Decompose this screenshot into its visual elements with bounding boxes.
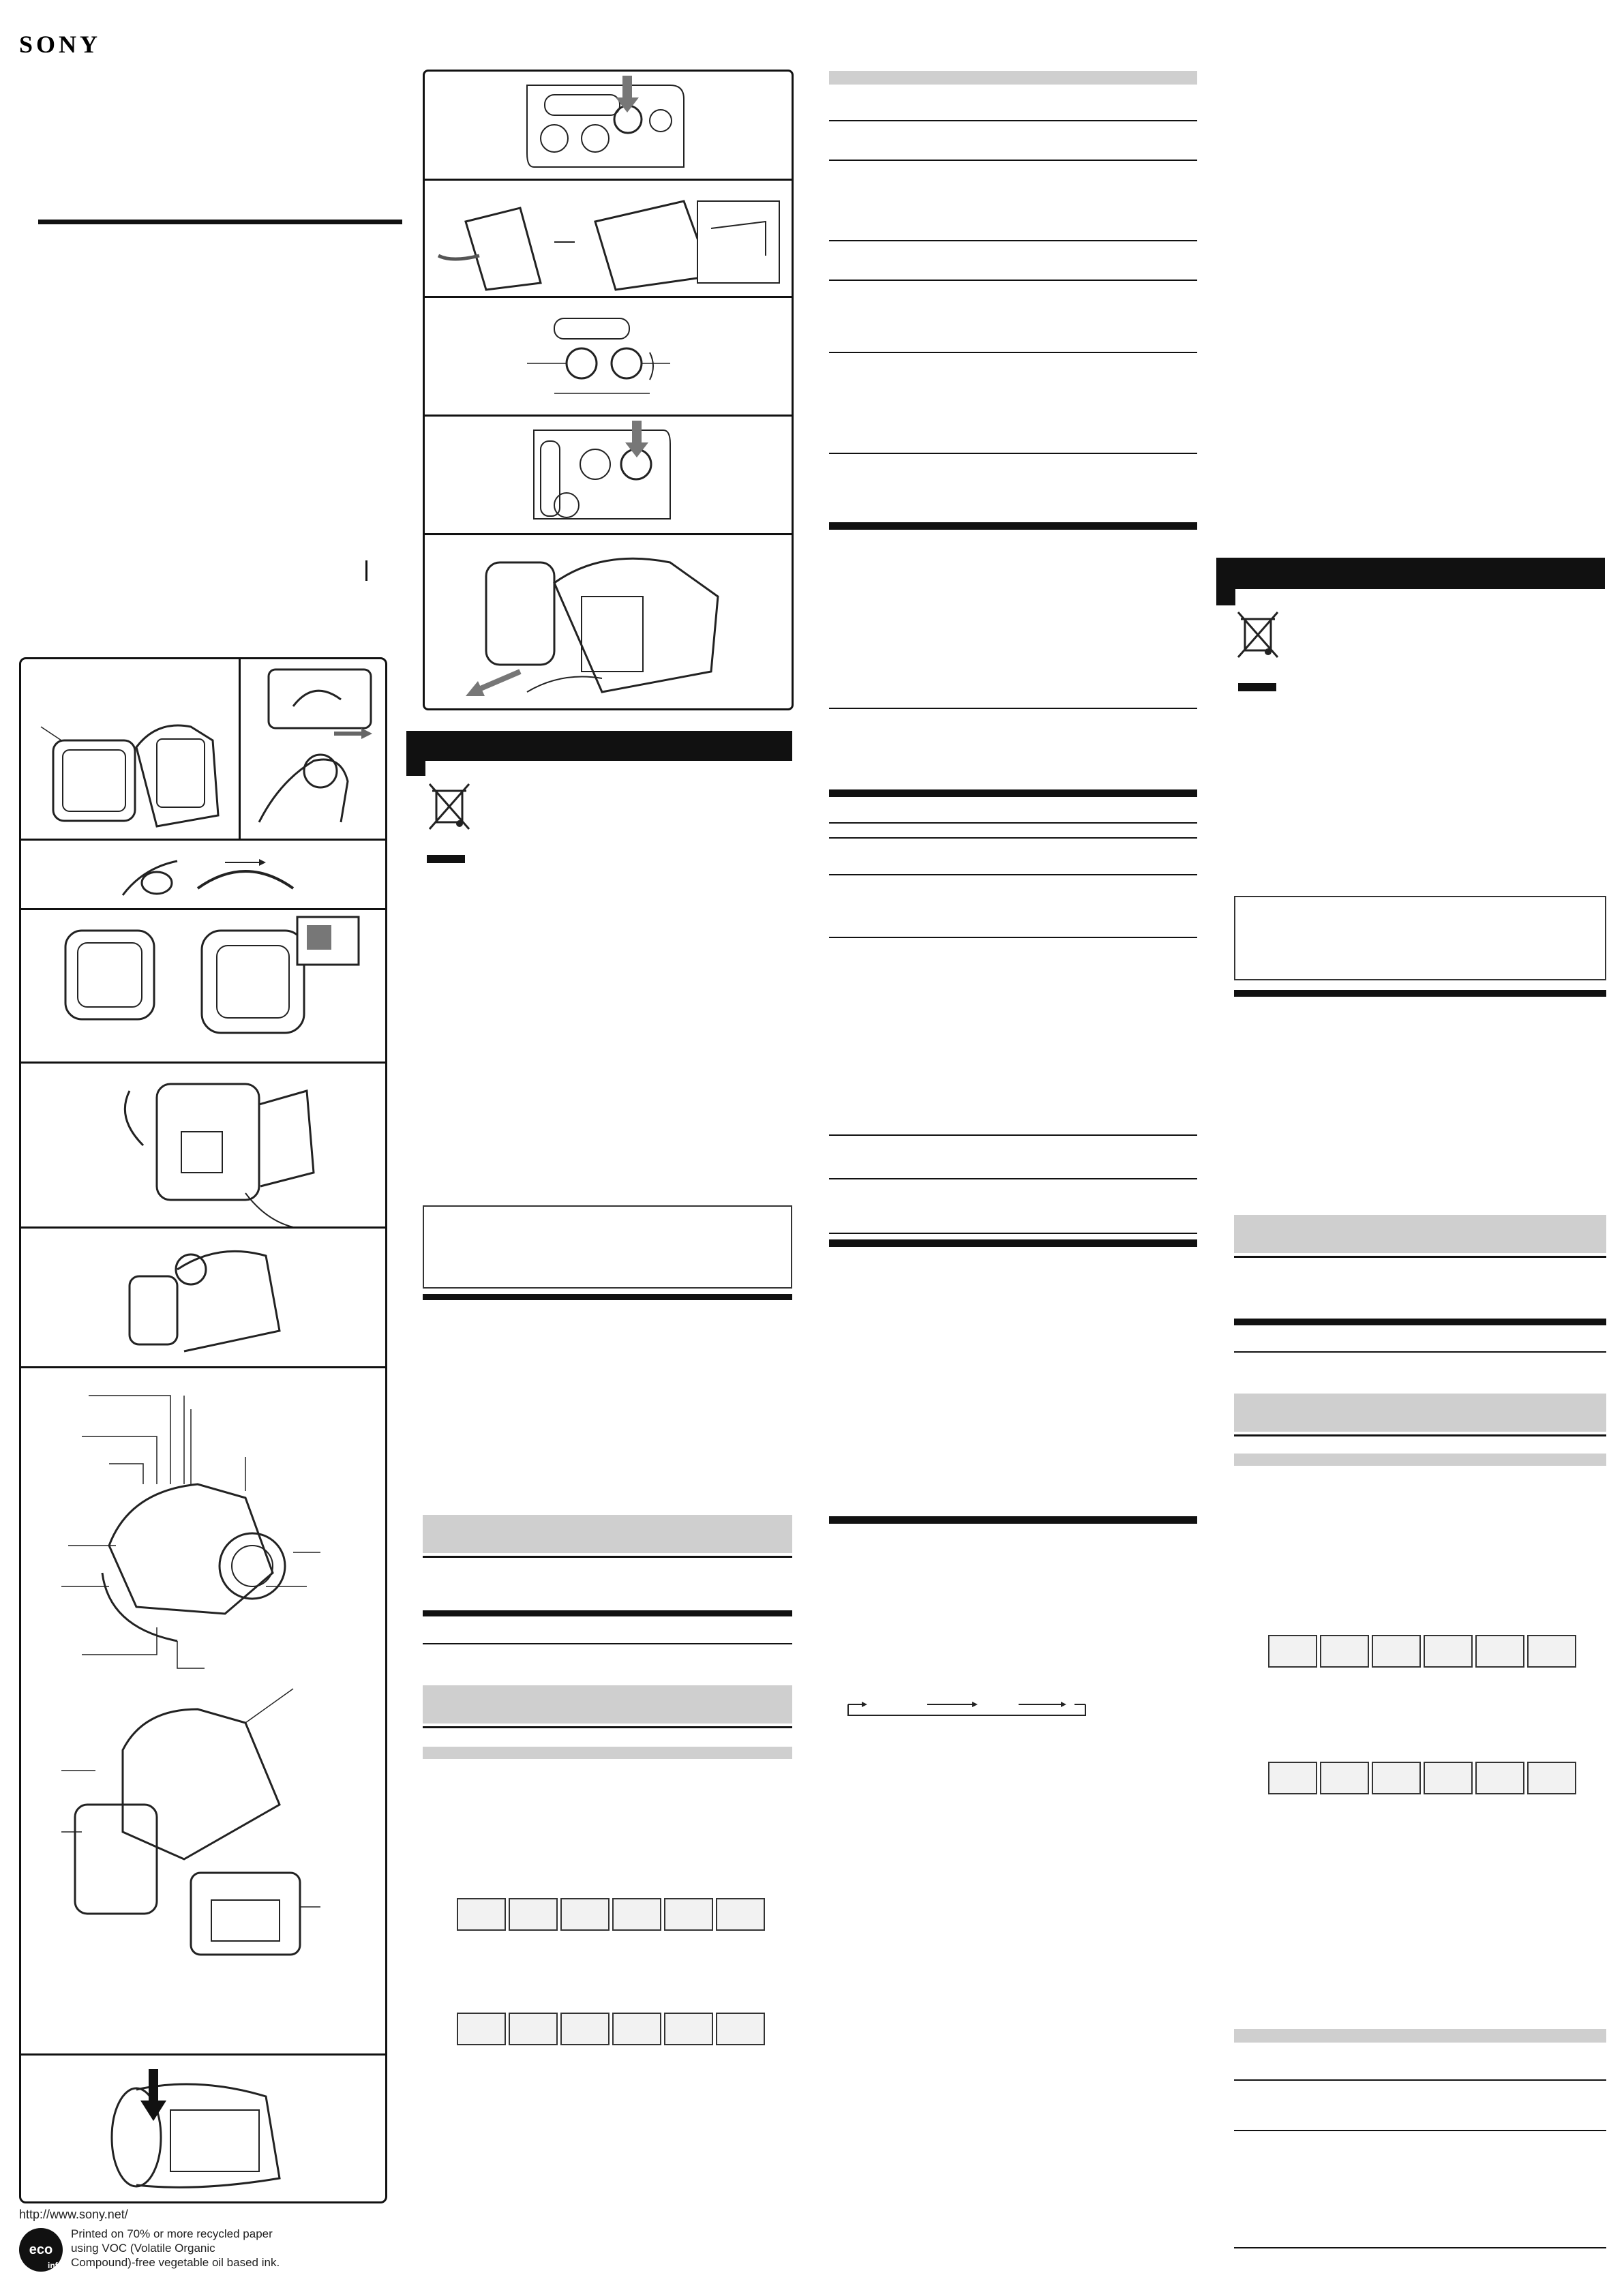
swatch-row-2-item (664, 2013, 713, 2045)
right-section-bar-1 (1216, 558, 1605, 589)
swatch-row-4-item (1320, 1762, 1369, 1794)
swatch-row-3-item (1527, 1635, 1576, 1668)
swatch-row-4-item (1475, 1762, 1524, 1794)
eco-line-1: Printed on 70% or more recycled paper (71, 2227, 273, 2240)
illustration-power-button (425, 417, 792, 534)
swatch-row-1-item (664, 1898, 713, 1931)
swatch-row-3-item (1372, 1635, 1421, 1668)
swatch-row-4-item (1372, 1762, 1421, 1794)
eco-line-2: using VOC (Volatile Organic (71, 2242, 215, 2255)
swatch-row-2-item (716, 2013, 765, 2045)
swatch-row-2-item (457, 2013, 506, 2045)
swatch-row-2-item (612, 2013, 661, 2045)
illustration-mode-button (425, 72, 792, 179)
illustration-camera-mounting (20, 1064, 386, 1227)
illustration-lens-port-insertion (20, 2056, 386, 2202)
notice-box-middle (423, 1205, 792, 1289)
eco-badge-text: eco (29, 2242, 53, 2257)
swatch-row-4-item (1268, 1762, 1317, 1794)
margin-mark (365, 560, 367, 581)
illustration-camera-removal (425, 535, 792, 708)
illustration-housing-open (20, 659, 386, 840)
swatch-row-4-item (1424, 1762, 1473, 1794)
swatch-row-4-item (1527, 1762, 1576, 1794)
eco-print-notice (71, 2227, 280, 2270)
swatch-row-3-item (1320, 1635, 1369, 1668)
swatch-row-2-item (509, 2013, 558, 2045)
swatch-row-1-item (560, 1898, 610, 1931)
illustration-o-ring-seating (20, 910, 386, 1063)
swatch-row-1-item (457, 1898, 506, 1931)
swatch-row-2-item (560, 2013, 610, 2045)
illustration-zoom-buttons (425, 298, 792, 415)
mode-sequence-diagram (845, 1695, 1091, 1722)
swatch-row-1-item (509, 1898, 558, 1931)
middle-section-bar-1 (406, 731, 792, 761)
weee-bar-icon (427, 855, 465, 863)
eco-line-3: Compound)-free vegetable oil based ink. (71, 2256, 280, 2269)
weee-bin-icon-right (1234, 609, 1282, 663)
swatch-row-1-item (612, 1898, 661, 1931)
swatch-row-3-item (1424, 1635, 1473, 1668)
illustration-o-ring-cleaning (20, 841, 386, 909)
weee-bar-icon-right (1238, 683, 1276, 691)
illustration-parts-identification (20, 1368, 386, 2056)
illustration-latch-closing (20, 1229, 386, 1368)
sony-logo: SONY (19, 31, 102, 58)
weee-bin-icon (425, 781, 473, 834)
sony-url-link[interactable]: http://www.sony.net/ (19, 2208, 128, 2221)
swatch-row-3-item (1268, 1635, 1317, 1668)
header-rule (38, 220, 402, 224)
illustration-strap-cable (425, 181, 792, 297)
swatch-row-1-item (716, 1898, 765, 1931)
swatch-row-3-item (1475, 1635, 1524, 1668)
eco-badge-sub: info (48, 2261, 63, 2270)
notice-box-right (1234, 896, 1606, 980)
